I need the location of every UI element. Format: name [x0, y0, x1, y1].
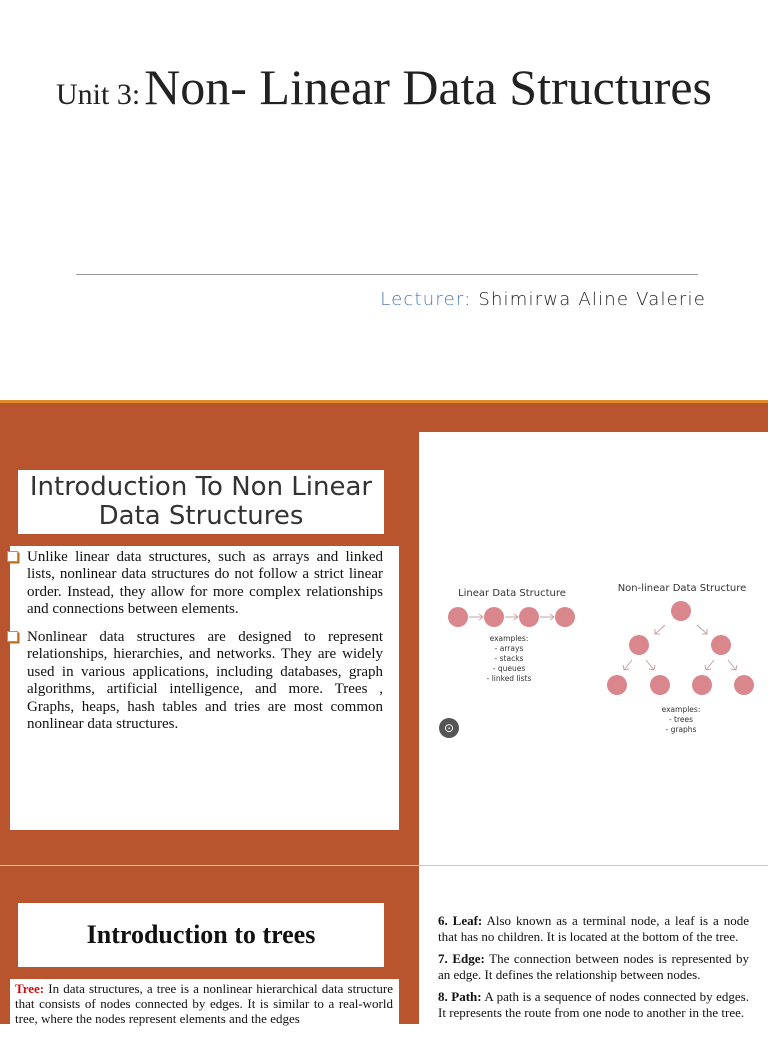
tree-terms-list: [438, 913, 749, 1028]
linear-node: [519, 607, 539, 627]
linear-arrows: [469, 614, 554, 620]
lecturer-line: [380, 289, 706, 310]
slide2-title: Introduction To Non Linear Data Structures: [18, 470, 384, 534]
linear-node: [484, 607, 504, 627]
nonlinear-title: Non-linear Data Structure: [617, 583, 747, 594]
term-label: 8. Path:: [438, 989, 482, 1005]
title-text: Non- Linear Data Structures: [144, 59, 713, 115]
svg-text:examples:: examples:: [489, 634, 529, 643]
linear-title: Linear Data Structure: [458, 588, 566, 599]
tree-node: [711, 635, 731, 655]
slide-separator-band: [0, 403, 768, 432]
svg-text:- trees: - trees: [668, 715, 694, 724]
svg-text:- queues: - queues: [492, 664, 526, 673]
camera-icon[interactable]: ⊙: [439, 718, 459, 738]
svg-text:- arrays: - arrays: [494, 644, 524, 653]
bullet-item: [6, 549, 383, 619]
unit-label: Unit 3:: [55, 78, 141, 111]
term-item: [438, 989, 749, 1020]
bullet-text: Unlike linear data structures, such as arrays and linked lists, nonlinear data structures do not follow a strict linear order. Instead, they allow for more complex relationships and connections between elements.: [27, 549, 383, 618]
linear-examples: [487, 634, 532, 683]
svg-text:- graphs: - graphs: [665, 725, 697, 734]
term-text: A path is a sequence of nodes connected by edges. It represents the route from one node to another in the tree.: [438, 989, 749, 1020]
svg-text:- linked lists: - linked lists: [486, 674, 532, 683]
term-label: 6. Leaf:: [438, 913, 483, 928]
linear-node: [448, 607, 468, 627]
term-text: The connection between nodes is represented by an edge. It defines the relationship between nodes.: [438, 951, 750, 982]
nonlinear-examples: [662, 705, 701, 734]
term-text: Also known as a terminal node, a leaf is a node that has no children. It is located at the bottom of the tree.: [438, 913, 749, 944]
slide3-title: Introduction to trees: [18, 903, 384, 967]
slide-title: [0, 60, 768, 114]
lecturer-separator: :: [464, 289, 479, 310]
tree-text: In data structures, a tree is a nonlinear hierarchical data structure that consists of nodes connected by edges. It is similar to a real-world tree, where the nodes represent elements and the edges: [15, 981, 393, 1026]
tree-node: [671, 601, 691, 621]
term-item: [438, 913, 749, 944]
linear-vs-nonlinear-diagram: [436, 570, 754, 740]
term-label: 7. Edge:: [438, 951, 485, 967]
title-divider: [76, 274, 698, 275]
tree-label: Tree:: [15, 981, 45, 996]
tree-node: [692, 675, 712, 695]
bullet-item: [6, 629, 383, 733]
tree-node: [650, 675, 670, 695]
lecturer-name: Shimirwa Aline Valerie: [478, 289, 706, 310]
tree-node: [607, 675, 627, 695]
lecturer-label: Lecturer: [380, 289, 465, 310]
bullet-text: Nonlinear data structures are designed to represent relationships, hierarchies, and networks. They are widely used in various applications, including databases, graph algorithms, artificial intelligence, and more. Trees , Graphs, heaps, hash tables and tries are most common nonlinear data structures.: [27, 629, 383, 733]
tree-node: [629, 635, 649, 655]
svg-text:- stacks: - stacks: [494, 654, 524, 663]
title-slide: [0, 0, 768, 400]
tree-definition: [15, 981, 393, 1026]
tree-node: [734, 675, 754, 695]
term-item: [438, 951, 749, 982]
linear-node: [555, 607, 575, 627]
checkbox-bullet-icon: [7, 551, 18, 562]
checkbox-bullet-icon: [7, 631, 18, 642]
svg-text:examples:: examples:: [661, 705, 701, 714]
